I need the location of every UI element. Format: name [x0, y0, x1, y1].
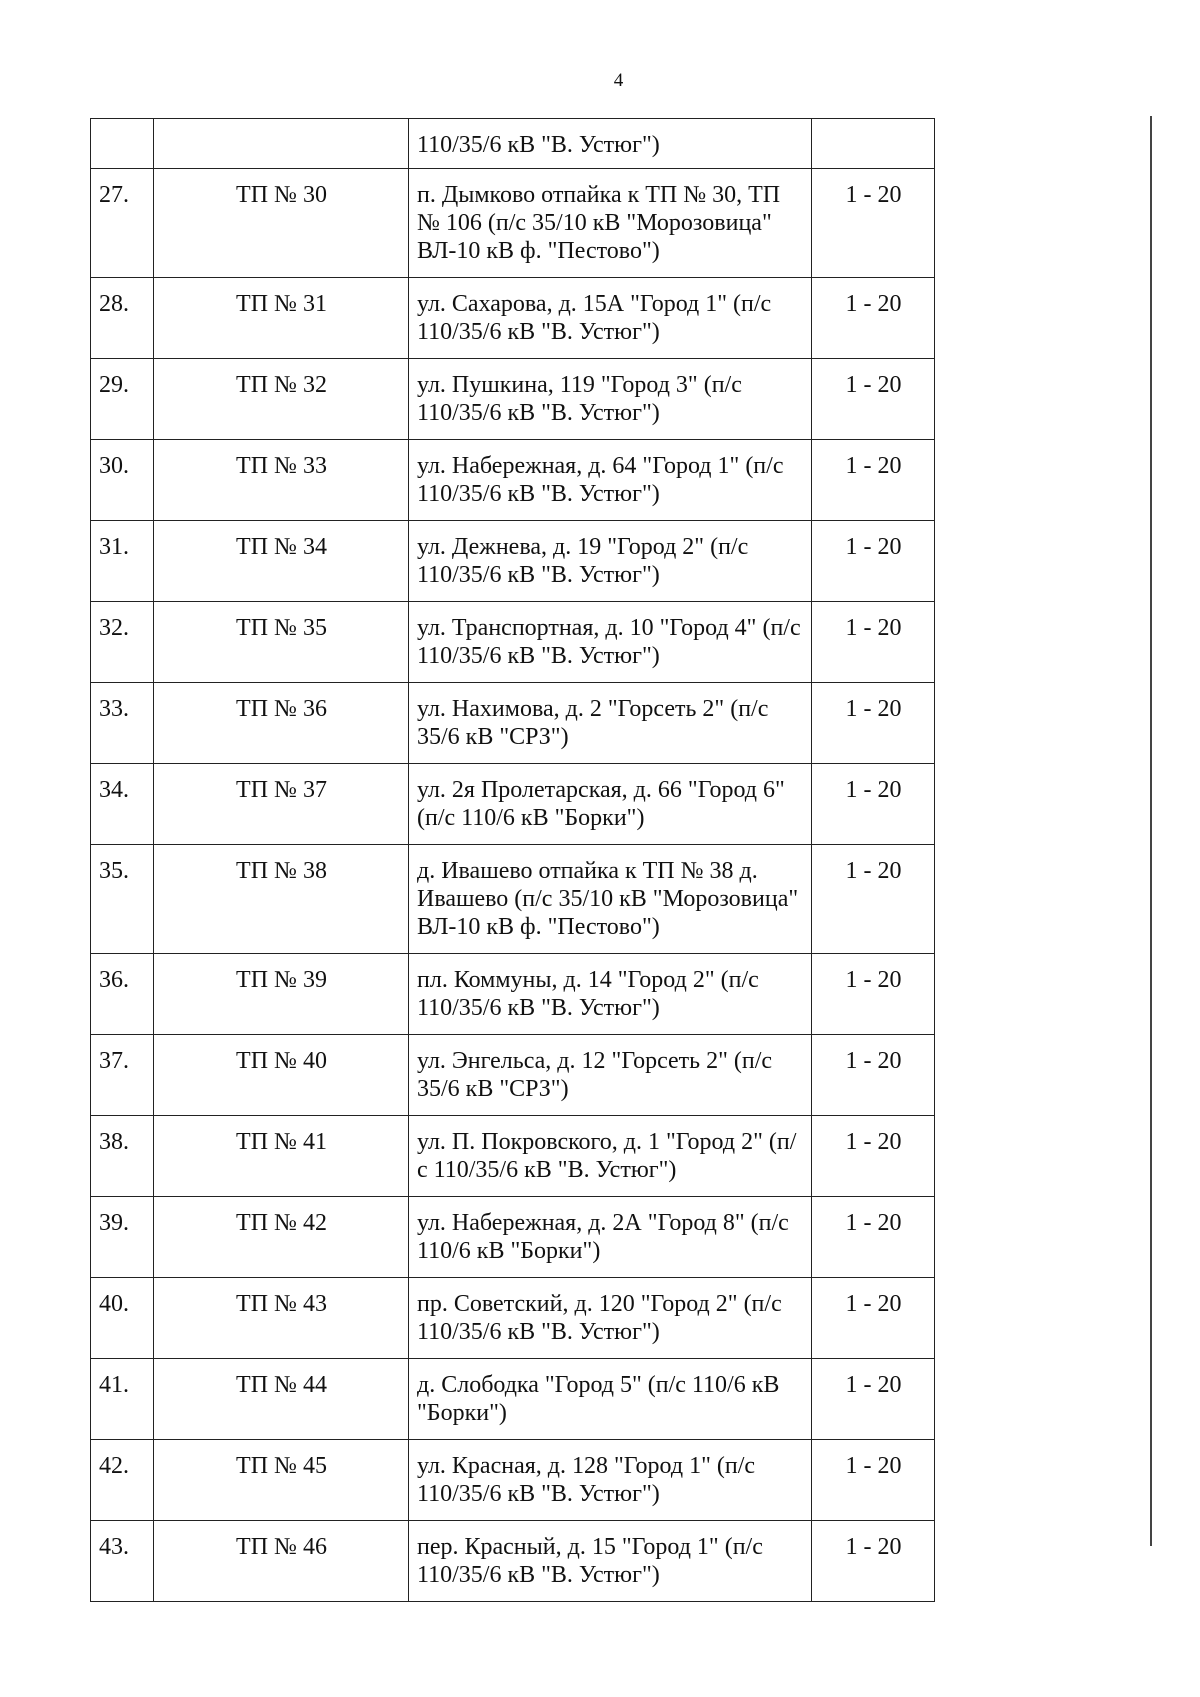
cell-substation: ТП № 41 — [154, 1116, 409, 1197]
cell-power-range: 1 - 20 — [812, 1197, 935, 1278]
cell-address: пер. Красный, д. 15 "Город 1" (п/с 110/35/6 кВ "В. Устюг") — [409, 1521, 812, 1602]
cell-power-range: 1 - 20 — [812, 278, 935, 359]
cell-address: ул. Набережная, д. 2А "Город 8" (п/с 110/6 кВ "Борки") — [409, 1197, 812, 1278]
cell-address: пр. Советский, д. 120 "Город 2" (п/с 110/35/6 кВ "В. Устюг") — [409, 1278, 812, 1359]
cell-address: ул. Красная, д. 128 "Город 1" (п/с 110/35/6 кВ "В. Устюг") — [409, 1440, 812, 1521]
cell-address: 110/35/6 кВ "В. Устюг") — [409, 119, 812, 169]
cell-number: 39. — [91, 1197, 154, 1278]
cell-address: ул. Пушкина, 119 "Город 3" (п/с 110/35/6 кВ "В. Устюг") — [409, 359, 812, 440]
table-row — [91, 278, 935, 359]
cell-substation: ТП № 30 — [154, 169, 409, 278]
cell-address: ул. Дежнева, д. 19 "Город 2" (п/с 110/35/6 кВ "В. Устюг") — [409, 521, 812, 602]
cell-substation: ТП № 42 — [154, 1197, 409, 1278]
cell-address: ул. 2я Пролетарская, д. 66 "Город 6" (п/с 110/6 кВ "Борки") — [409, 764, 812, 845]
cell-substation: ТП № 35 — [154, 602, 409, 683]
cell-address: ул. Энгельса, д. 12 "Горсеть 2" (п/с 35/6 кВ "СРЗ") — [409, 1035, 812, 1116]
cell-substation: ТП № 31 — [154, 278, 409, 359]
cell-power-range: 1 - 20 — [812, 1440, 935, 1521]
table-row — [91, 1197, 935, 1278]
cell-address: п. Дымково отпайка к ТП № 30, ТП № 106 (п/с 35/10 кВ "Морозовица" ВЛ-10 кВ ф. "Пестово") — [409, 169, 812, 278]
cell-power-range: 1 - 20 — [812, 764, 935, 845]
table-body — [91, 119, 935, 1602]
cell-substation: ТП № 33 — [154, 440, 409, 521]
cell-address: пл. Коммуны, д. 14 "Город 2" (п/с 110/35/6 кВ "В. Устюг") — [409, 954, 812, 1035]
page-number: 4 — [613, 70, 624, 91]
cell-power-range: 1 - 20 — [812, 602, 935, 683]
cell-power-range: 1 - 20 — [812, 1521, 935, 1602]
table-row — [91, 1440, 935, 1521]
cell-number — [91, 119, 154, 169]
cell-power-range: 1 - 20 — [812, 954, 935, 1035]
cell-number: 35. — [91, 845, 154, 954]
cell-substation: ТП № 39 — [154, 954, 409, 1035]
cell-power-range: 1 - 20 — [812, 1116, 935, 1197]
cell-substation: ТП № 45 — [154, 1440, 409, 1521]
cell-power-range: 1 - 20 — [812, 521, 935, 602]
cell-power-range: 1 - 20 — [812, 1278, 935, 1359]
cell-power-range: 1 - 20 — [812, 169, 935, 278]
table-row — [91, 1278, 935, 1359]
table-row — [91, 1035, 935, 1116]
cell-power-range: 1 - 20 — [812, 440, 935, 521]
table-row — [91, 954, 935, 1035]
table-row — [91, 602, 935, 683]
cell-substation: ТП № 36 — [154, 683, 409, 764]
cell-number: 38. — [91, 1116, 154, 1197]
cell-address: д. Слободка "Город 5" (п/с 110/6 кВ "Борки") — [409, 1359, 812, 1440]
cell-address: д. Ивашево отпайка к ТП № 38 д. Ивашево (п/с 35/10 кВ "Морозовица" ВЛ-10 кВ ф. "Пестово") — [409, 845, 812, 954]
margin-rule — [1150, 116, 1152, 1546]
cell-power-range: 1 - 20 — [812, 845, 935, 954]
table-row — [91, 1116, 935, 1197]
table-row — [91, 440, 935, 521]
cell-power-range: 1 - 20 — [812, 359, 935, 440]
cell-number: 32. — [91, 602, 154, 683]
cell-number: 40. — [91, 1278, 154, 1359]
cell-address: ул. Транспортная, д. 10 "Город 4" (п/с 110/35/6 кВ "В. Устюг") — [409, 602, 812, 683]
cell-number: 34. — [91, 764, 154, 845]
table-row-continuation — [91, 119, 935, 169]
cell-number: 28. — [91, 278, 154, 359]
cell-number: 27. — [91, 169, 154, 278]
table-row — [91, 169, 935, 278]
cell-power-range: 1 - 20 — [812, 1035, 935, 1116]
cell-power-range: 1 - 20 — [812, 683, 935, 764]
cell-number: 31. — [91, 521, 154, 602]
table-row — [91, 1359, 935, 1440]
cell-substation: ТП № 40 — [154, 1035, 409, 1116]
cell-address: ул. Набережная, д. 64 "Город 1" (п/с 110/35/6 кВ "В. Устюг") — [409, 440, 812, 521]
cell-number: 30. — [91, 440, 154, 521]
cell-number: 43. — [91, 1521, 154, 1602]
cell-number: 41. — [91, 1359, 154, 1440]
table-row — [91, 764, 935, 845]
cell-address: ул. Нахимова, д. 2 "Горсеть 2" (п/с 35/6 кВ "СРЗ") — [409, 683, 812, 764]
cell-substation: ТП № 43 — [154, 1278, 409, 1359]
cell-power-range — [812, 119, 935, 169]
cell-substation: ТП № 37 — [154, 764, 409, 845]
cell-substation: ТП № 46 — [154, 1521, 409, 1602]
cell-substation: ТП № 44 — [154, 1359, 409, 1440]
table-row — [91, 1521, 935, 1602]
table-row — [91, 683, 935, 764]
cell-power-range: 1 - 20 — [812, 1359, 935, 1440]
cell-address: ул. П. Покровского, д. 1 "Город 2" (п/с 110/35/6 кВ "В. Устюг") — [409, 1116, 812, 1197]
cell-substation: ТП № 32 — [154, 359, 409, 440]
cell-number: 37. — [91, 1035, 154, 1116]
cell-address: ул. Сахарова, д. 15А "Город 1" (п/с 110/35/6 кВ "В. Устюг") — [409, 278, 812, 359]
table-row — [91, 359, 935, 440]
cell-number: 42. — [91, 1440, 154, 1521]
cell-number: 36. — [91, 954, 154, 1035]
cell-number: 29. — [91, 359, 154, 440]
cell-substation — [154, 119, 409, 169]
table-row — [91, 521, 935, 602]
cell-number: 33. — [91, 683, 154, 764]
cell-substation: ТП № 38 — [154, 845, 409, 954]
cell-substation: ТП № 34 — [154, 521, 409, 602]
table-row — [91, 845, 935, 954]
substation-table — [90, 118, 935, 1602]
